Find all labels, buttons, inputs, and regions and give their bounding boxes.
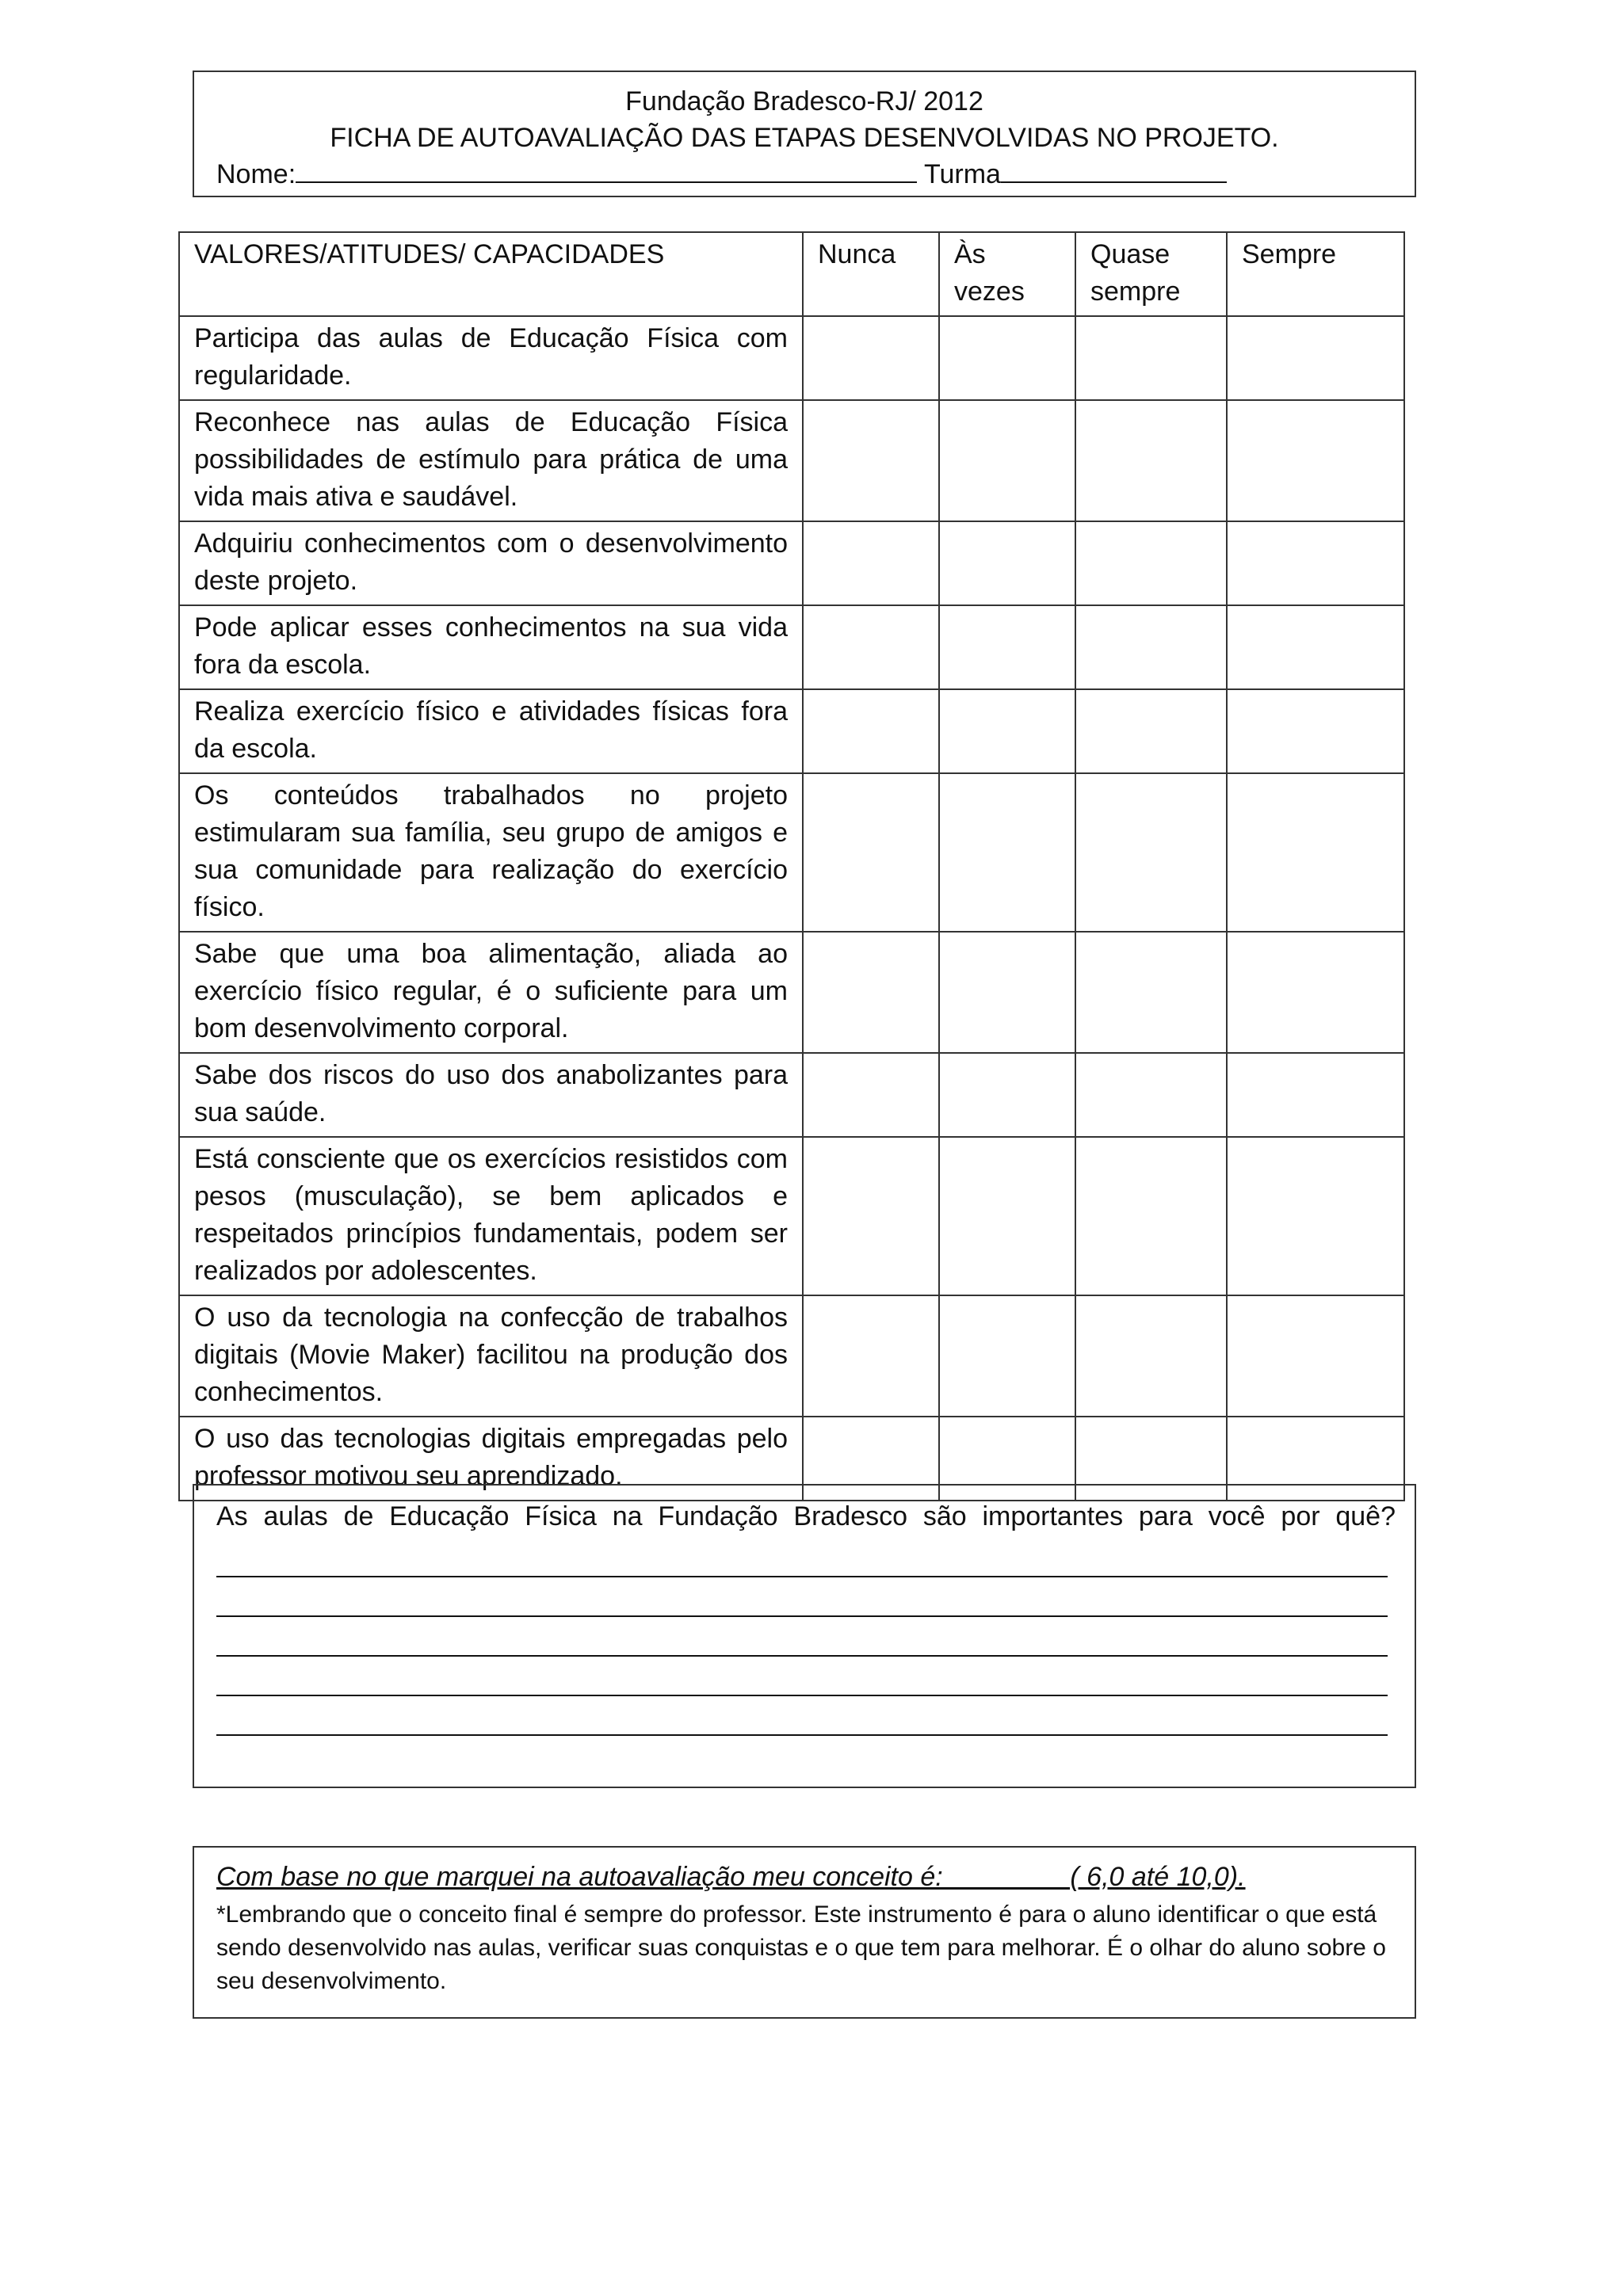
never-cell[interactable] bbox=[803, 932, 939, 1053]
never-cell[interactable] bbox=[803, 400, 939, 521]
almost-always-cell[interactable] bbox=[1075, 1137, 1227, 1295]
table-row bbox=[179, 400, 1404, 521]
always-cell[interactable] bbox=[1227, 400, 1404, 521]
almost-always-cell[interactable] bbox=[1075, 1295, 1227, 1417]
almost-always-cell[interactable] bbox=[1075, 400, 1227, 521]
header-values: VALORES/ATITUDES/ CAPACIDADES bbox=[179, 232, 803, 316]
open-question-text: As aulas de Educação Física na Fundação Bradesco são importantes para você por quê? bbox=[216, 1501, 1396, 1531]
statement-cell: Sabe dos riscos do uso dos anabolizantes para sua saúde. bbox=[179, 1053, 803, 1137]
statement-cell: Os conteúdos trabalhados no projeto estimularam sua família, seu grupo de amigos e sua comunidade para realização do exercício físico. bbox=[179, 773, 803, 932]
header-sometimes: Às vezes bbox=[939, 232, 1075, 316]
sometimes-cell[interactable] bbox=[939, 1137, 1075, 1295]
sometimes-cell[interactable] bbox=[939, 316, 1075, 400]
table-row bbox=[179, 773, 1404, 932]
never-cell[interactable] bbox=[803, 1295, 939, 1417]
statement-cell: Adquiriu conhecimentos com o desenvolvimento deste projeto. bbox=[179, 521, 803, 605]
table-row bbox=[179, 605, 1404, 689]
sometimes-cell[interactable] bbox=[939, 932, 1075, 1053]
always-cell[interactable] bbox=[1227, 316, 1404, 400]
table-row bbox=[179, 1053, 1404, 1137]
sometimes-cell[interactable] bbox=[939, 605, 1075, 689]
statement-cell: O uso das tecnologias digitais empregadas pelo professor motivou seu aprendizado. bbox=[179, 1417, 803, 1501]
statement-cell: Pode aplicar esses conhecimentos na sua vida fora da escola. bbox=[179, 605, 803, 689]
concept-statement: Com base no que marquei na autoavaliação meu conceito é:________ ( 6,0 até 10,0). bbox=[216, 1862, 1246, 1892]
almost-always-cell[interactable] bbox=[1075, 773, 1227, 932]
sometimes-cell[interactable] bbox=[939, 1295, 1075, 1417]
statement-cell: Está consciente que os exercícios resistidos com pesos (musculação), se bem aplicados e respeitados princípios fundamentais, podem ser realizados por adolescentes. bbox=[179, 1137, 803, 1295]
always-cell[interactable] bbox=[1227, 1137, 1404, 1295]
almost-always-cell[interactable] bbox=[1075, 932, 1227, 1053]
almost-always-cell[interactable] bbox=[1075, 1053, 1227, 1137]
statement-cell: Participa das aulas de Educação Física com regularidade. bbox=[179, 316, 803, 400]
name-field[interactable] bbox=[296, 159, 917, 183]
table-row bbox=[179, 932, 1404, 1053]
answer-line[interactable] bbox=[216, 1576, 1388, 1577]
statement-cell: O uso da tecnologia na confecção de trabalhos digitais (Movie Maker) facilitou na produção dos conhecimentos. bbox=[179, 1295, 803, 1417]
name-class-line bbox=[216, 159, 1399, 190]
open-question-box bbox=[193, 1484, 1416, 1788]
table-row bbox=[179, 1137, 1404, 1295]
never-cell[interactable] bbox=[803, 605, 939, 689]
statement-cell: Sabe que uma boa alimentação, aliada ao exercício físico regular, é o suficiente para um bom desenvolvimento corporal. bbox=[179, 932, 803, 1053]
never-cell[interactable] bbox=[803, 1137, 939, 1295]
answer-line[interactable] bbox=[216, 1734, 1388, 1736]
form-title: FICHA DE AUTOAVALIAÇÃO DAS ETAPAS DESENVOLVIDAS NO PROJETO. bbox=[330, 123, 1279, 153]
header-box bbox=[193, 71, 1416, 197]
almost-always-cell[interactable] bbox=[1075, 316, 1227, 400]
answer-line[interactable] bbox=[216, 1615, 1388, 1617]
table-row bbox=[179, 316, 1404, 400]
always-cell[interactable] bbox=[1227, 689, 1404, 773]
table-row bbox=[179, 1295, 1404, 1417]
never-cell[interactable] bbox=[803, 316, 939, 400]
class-field[interactable] bbox=[1001, 159, 1227, 183]
almost-always-cell[interactable] bbox=[1075, 521, 1227, 605]
table-row bbox=[179, 689, 1404, 773]
institution-title: Fundação Bradesco-RJ/ 2012 bbox=[625, 86, 983, 116]
answer-line[interactable] bbox=[216, 1695, 1388, 1696]
never-cell[interactable] bbox=[803, 1053, 939, 1137]
header-almost-always: Quase sempre bbox=[1075, 232, 1227, 316]
table-header-row bbox=[179, 232, 1404, 316]
concept-note: *Lembrando que o conceito final é sempre do professor. Este instrumento é para o aluno identificar o que está sendo desenvolvido nas aulas, verificar suas conquistas e o que tem para melhorar. É o olhar do aluno sobre o seu desenvolvimento. bbox=[216, 1901, 1386, 1994]
header-always: Sempre bbox=[1227, 232, 1404, 316]
self-evaluation-table bbox=[178, 231, 1405, 1501]
always-cell[interactable] bbox=[1227, 1295, 1404, 1417]
always-cell[interactable] bbox=[1227, 1053, 1404, 1137]
almost-always-cell[interactable] bbox=[1075, 605, 1227, 689]
name-label: Nome: bbox=[216, 159, 296, 189]
header-never: Nunca bbox=[803, 232, 939, 316]
always-cell[interactable] bbox=[1227, 773, 1404, 932]
never-cell[interactable] bbox=[803, 689, 939, 773]
statement-cell: Realiza exercício físico e atividades físicas fora da escola. bbox=[179, 689, 803, 773]
table-body bbox=[179, 316, 1404, 1501]
sometimes-cell[interactable] bbox=[939, 400, 1075, 521]
sometimes-cell[interactable] bbox=[939, 689, 1075, 773]
always-cell[interactable] bbox=[1227, 521, 1404, 605]
always-cell[interactable] bbox=[1227, 932, 1404, 1053]
never-cell[interactable] bbox=[803, 773, 939, 932]
sometimes-cell[interactable] bbox=[939, 521, 1075, 605]
always-cell[interactable] bbox=[1227, 605, 1404, 689]
almost-always-cell[interactable] bbox=[1075, 689, 1227, 773]
never-cell[interactable] bbox=[803, 521, 939, 605]
sometimes-cell[interactable] bbox=[939, 773, 1075, 932]
class-label: Turma bbox=[923, 159, 1001, 189]
statement-cell: Reconhece nas aulas de Educação Física possibilidades de estímulo para prática de uma vida mais ativa e saudável. bbox=[179, 400, 803, 521]
table-row bbox=[179, 521, 1404, 605]
sometimes-cell[interactable] bbox=[939, 1053, 1075, 1137]
concept-box bbox=[193, 1846, 1416, 2019]
answer-line[interactable] bbox=[216, 1655, 1388, 1657]
